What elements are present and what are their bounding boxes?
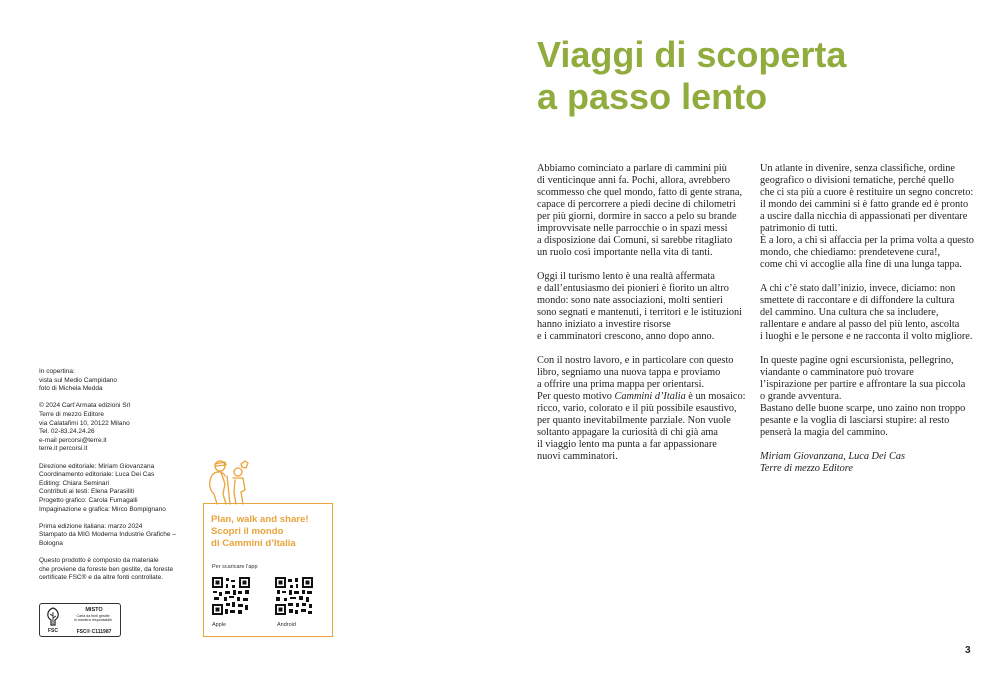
cover-credit (39, 368, 199, 394)
text-line: patrimonio di tutti. (760, 223, 838, 234)
fsc-tree-logo (43, 606, 63, 634)
text-line: mondo: sono nate associazioni, molti sentieri (537, 295, 723, 306)
paper-info (39, 557, 199, 583)
text-line: È a loro, a chi si affaccia per la prima volta a questo (760, 235, 974, 246)
edition-info (39, 523, 199, 549)
hikers-illustration (205, 458, 251, 506)
text-line: Questo prodotto è composto da materiale (39, 557, 159, 565)
text-line: Bastano delle buone scarpe, uno zaino non troppo (760, 403, 966, 414)
page-number: 3 (965, 645, 971, 656)
text-line: penserà la magia del cammino. (760, 427, 888, 438)
fsc-code: FSC® C111987 (76, 629, 112, 635)
text-line: Prima edizione italiana: marzo 2024 (39, 522, 143, 530)
fsc-misto: MISTO (85, 607, 103, 613)
android-label: Android (277, 622, 296, 628)
text-line: Terre di mezzo Editore (39, 410, 105, 418)
text-line: libro, segniamo una nuova tappa e proviamo (537, 367, 721, 378)
text-line: foto di Michela Medda (39, 385, 103, 393)
text-line: il viaggio lento ma punta a far appassionare (537, 439, 717, 450)
text-line: Scopri il mondo (211, 526, 284, 537)
text-line: o grande avventura. (760, 391, 842, 402)
title-line: Viaggi di scoperta (537, 34, 847, 75)
text-line: a uscire dalla nicchia di appassionati per diventare (760, 211, 968, 222)
text-line: per più giorni, dormire in sacco a pelo su brande (537, 211, 737, 222)
text-line: Stampato da MIG Moderna Industrie Grafiche – (39, 531, 176, 539)
paragraph (760, 283, 982, 343)
signature-authors: Miriam Giovanzana, Luca Dei Cas (760, 451, 906, 462)
text-line: Coordinamento editoriale: Luca Dei Cas (39, 471, 155, 479)
app-download-label: Per scaricare l’app (212, 564, 258, 570)
text-line: il mondo dei cammini si è fatto grande ed è pronto (760, 199, 969, 210)
text-line: Progetto grafico: Carola Fumagalli (39, 496, 138, 504)
text-line: Carta da fonti gestite (76, 614, 110, 618)
apple-label: Apple (212, 622, 227, 628)
text-line: come chi vi accoglie alla fine di una lunga tappa. (760, 259, 962, 270)
text-line: Abbiamo cominciato a parlare di cammini più (537, 163, 727, 174)
text-line: viandante o camminatore può trovare (760, 367, 914, 378)
text-line: che ci sta più a cuore è restituire un segno concreto: (760, 187, 974, 198)
text-line: Plan, walk and share! (211, 514, 309, 525)
paragraph (760, 355, 982, 439)
text-line: di venticinque anni fa. Pochi, allora, avrebbero (537, 175, 730, 186)
text-line: A chi c’è stato dall’inizio, invece, diciamo: non (760, 283, 956, 294)
text-line: nuovi camminatori. (537, 451, 618, 462)
colophon (39, 368, 199, 591)
android-qr-code[interactable] (275, 577, 313, 615)
text-line: sono segnati e mantenuti, i territori e le istituzioni (537, 307, 743, 318)
text-line: capace di percorrere a piedi decine di chilometri (537, 199, 736, 210)
text-line: in maniera responsabile (73, 618, 113, 623)
text-line: che proviene da foreste ben gestite, da foreste (39, 565, 174, 573)
paragraph (760, 163, 982, 271)
text-line: vista sul Medio Campidano (39, 376, 118, 384)
text-line: smettete di raccontare e di diffondere la cultura (760, 295, 955, 306)
text-column-left (537, 163, 759, 475)
signature-publisher: Terre di mezzo Editore (760, 463, 853, 474)
text-line: del cammino. Una cultura che sa includere, (760, 307, 939, 318)
text-line: e-mail percorsi@terre.it (39, 436, 107, 444)
text-line: ricco, vario, colorato e il più possibile esaustivo, (537, 403, 737, 414)
text-line: In queste pagine ogni escursionista, pellegrino, (760, 355, 954, 366)
app-promo-title (211, 514, 329, 550)
staff-credits (39, 463, 199, 515)
apple-qr-code[interactable] (212, 577, 250, 615)
text-line: l’ispirazione per partire e affrontare la sua piccola (760, 379, 966, 390)
text-line: scommesso che quel mondo, fatto di gente strana, (537, 187, 743, 198)
paragraph (537, 271, 759, 343)
text-line: geografico o divisioni tematiche, perché quello (760, 175, 954, 186)
text-line: mondo, che chiediamo: prendetevene cura!, (760, 247, 941, 258)
paragraph (537, 355, 759, 463)
text-line: Con il nostro lavoro, e in particolare con questo (537, 355, 734, 366)
title-line: a passo lento (537, 76, 768, 117)
text-column-right (760, 163, 982, 487)
text-line: Contributi ai testi: Elena Parasiliti (39, 488, 135, 496)
text-line: per quanto inevitabilmente parziale. Non vuole (537, 415, 731, 426)
page-title (537, 34, 846, 118)
text-line: a offrire una prima mappa per orientarsi. (537, 379, 705, 390)
text-line: via Calatafimi 10, 20122 Milano (39, 419, 130, 427)
text-line: di Cammini d’Italia (211, 538, 296, 549)
text-line: In copertina: (39, 368, 75, 375)
text-line (537, 391, 759, 403)
text-line: Editing: Chiara Seminari (39, 479, 110, 487)
text-fragment: Per questo motivo (537, 391, 615, 402)
text-line: Un atlante in divenire, senza classifiche, ordine (760, 163, 955, 174)
text-line: terre.it percorsi.it (39, 445, 88, 453)
text-line: improvvisate nelle parrocchie o in spazi messi (537, 223, 728, 234)
text-line: i luoghi e le persone e ne racconta il volto migliore. (760, 331, 973, 342)
text-fragment: è un mosaico: (685, 391, 746, 402)
text-line: © 2024 Cart’Armata edizioni Srl (39, 402, 131, 410)
paragraph (537, 163, 759, 259)
text-line: Oggi il turismo lento è una realtà affermata (537, 271, 715, 282)
text-line: un ruolo così importante nella vita di tanti. (537, 247, 713, 258)
text-line: a disposizione dai Comuni, si sarebbe ritagliato (537, 235, 733, 246)
publisher-info (39, 402, 199, 454)
fsc-mark: FSC (48, 628, 58, 634)
signature (760, 451, 982, 475)
text-line: Impaginazione e grafica: Mirco Bompignano (39, 505, 166, 513)
book-title-emphasis: Cammini d’Italia (614, 391, 686, 402)
text-line: Bologna (39, 539, 63, 547)
text-line: Tel. 02-83.24.24.26 (39, 428, 95, 436)
text-line: Direzione editoriale: Miriam Giovanzana (39, 462, 155, 470)
text-line: rallentare e andare al passo del più lento, ascolta (760, 319, 960, 330)
text-line: hanno iniziato a investire risorse (537, 319, 671, 330)
fsc-label (39, 603, 121, 637)
text-line: pesante e la voglia di lasciarsi stupire: al resto (760, 415, 950, 426)
text-line: e dall’entusiasmo dei pionieri è fiorito un altro (537, 283, 729, 294)
text-line: certificate FSC® e da altre fonti controllate. (39, 574, 164, 582)
text-line: e i camminatori crescono, anno dopo anno. (537, 331, 715, 342)
fsc-description (66, 614, 120, 622)
text-line: soltanto appagare la curiosità di chi già ama (537, 427, 718, 438)
